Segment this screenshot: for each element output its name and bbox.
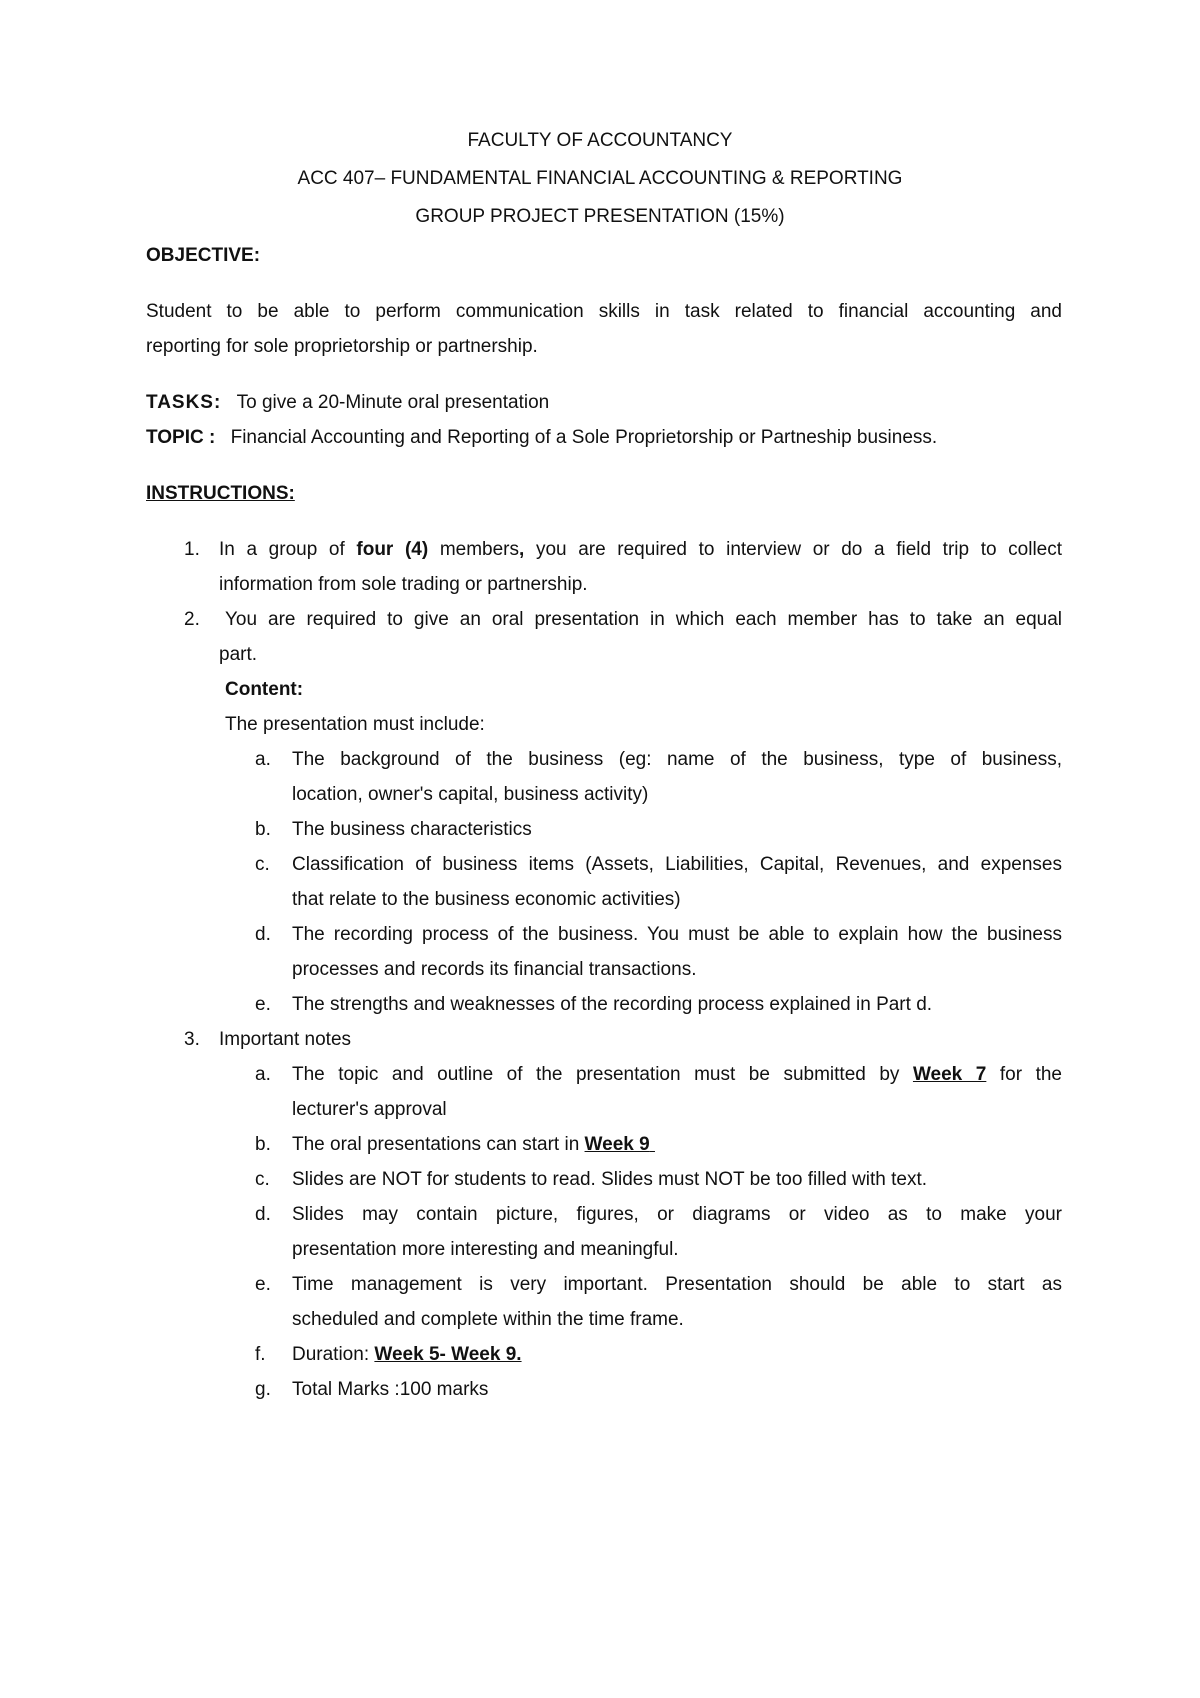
tasks-label: TASKS:: [146, 392, 222, 413]
item1-line1: In a group of four (4) members, you are required to interview or do a field trip to collect: [219, 539, 1063, 560]
subitem-d-line1: The recording process of the business. You must be able to explain how the business: [292, 924, 1062, 945]
subitem-c-line2: that relate to the business economic activities): [292, 889, 681, 910]
note-a-line2: lecturer's approval: [292, 1099, 447, 1120]
tasks-line: [146, 391, 549, 415]
assignment-title: GROUP PROJECT PRESENTATION (15%): [415, 206, 785, 227]
content-heading: Content:: [225, 679, 304, 700]
week7-text: Week 7: [912, 1064, 987, 1085]
subitem-d-line2: processes and records its financial transactions.: [292, 959, 697, 980]
subitem-letter: a.: [255, 1064, 271, 1085]
content-intro: The presentation must include:: [225, 714, 485, 735]
objective-heading: OBJECTIVE:: [146, 245, 261, 266]
subitem-a-line1: The background of the business (eg: name of the business, type of business,: [292, 749, 1062, 770]
week9-text: Week 9: [584, 1134, 650, 1155]
item1-line2: information from sole trading or partnership.: [219, 574, 588, 595]
objective-text-line2: reporting for sole proprietorship or partnership.: [146, 336, 538, 357]
subitem-letter: f.: [255, 1344, 266, 1365]
note-d-line1: Slides may contain picture, figures, or diagrams or video as to make your: [292, 1204, 1062, 1225]
subitem-e-line1: The strengths and weaknesses of the recording process explained in Part d.: [292, 994, 933, 1015]
objective-text-line1: Student to be able to perform communication skills in task related to financial accounting and: [146, 301, 1062, 322]
subitem-a-line2: location, owner's capital, business activity): [292, 784, 649, 805]
item2-line1: You are required to give an oral presentation in which each member has to take an equal: [225, 609, 1062, 630]
item2-line2: part.: [219, 644, 258, 665]
item-number: 2.: [184, 609, 200, 630]
note-g-line1: Total Marks :100 marks: [292, 1379, 489, 1400]
note-c-line1: Slides are NOT for students to read. Slides must NOT be too filled with text.: [292, 1169, 928, 1190]
note-f-line1: Duration: Week 5- Week 9.: [292, 1344, 522, 1365]
subitem-letter: d.: [255, 1204, 271, 1225]
subitem-letter: e.: [255, 994, 271, 1015]
topic-line: [146, 426, 937, 450]
subitem-letter: g.: [255, 1379, 271, 1400]
topic-label: TOPIC :: [146, 427, 216, 448]
item-number: 3.: [184, 1029, 200, 1050]
note-e-line1: Time management is very important. Presentation should be able to start as: [292, 1274, 1062, 1295]
subitem-letter: b.: [255, 1134, 271, 1155]
note-d-line2: presentation more interesting and meaningful.: [292, 1239, 679, 1260]
important-notes-title: Important notes: [219, 1029, 352, 1050]
faculty-title: FACULTY OF ACCOUNTANCY: [467, 130, 733, 151]
tasks-text: To give a 20-Minute oral presentation: [236, 392, 550, 413]
note-e-line2: scheduled and complete within the time frame.: [292, 1309, 684, 1330]
duration-weeks-text: Week 5- Week 9.: [374, 1344, 522, 1365]
course-title: ACC 407– FUNDAMENTAL FINANCIAL ACCOUNTING & REPORTING: [297, 168, 903, 189]
subitem-b-line1: The business characteristics: [292, 819, 532, 840]
subitem-letter: b.: [255, 819, 271, 840]
topic-text: Financial Accounting and Reporting of a Sole Proprietorship or Partneship business.: [230, 427, 938, 448]
subitem-letter: c.: [255, 854, 270, 875]
note-a-line1: The topic and outline of the presentation must be submitted by Week 7 for the: [292, 1064, 1062, 1085]
subitem-c-line1: Classification of business items (Assets, Liabilities, Capital, Revenues, and expenses: [292, 854, 1062, 875]
item-number: 1.: [184, 539, 200, 560]
subitem-letter: e.: [255, 1274, 271, 1295]
note-b-line1: The oral presentations can start in Week 9: [292, 1134, 650, 1155]
subitem-letter: c.: [255, 1169, 270, 1190]
instructions-heading: INSTRUCTIONS:: [146, 483, 295, 504]
bold-text: four (4): [356, 539, 429, 560]
subitem-letter: a.: [255, 749, 271, 770]
subitem-letter: d.: [255, 924, 271, 945]
